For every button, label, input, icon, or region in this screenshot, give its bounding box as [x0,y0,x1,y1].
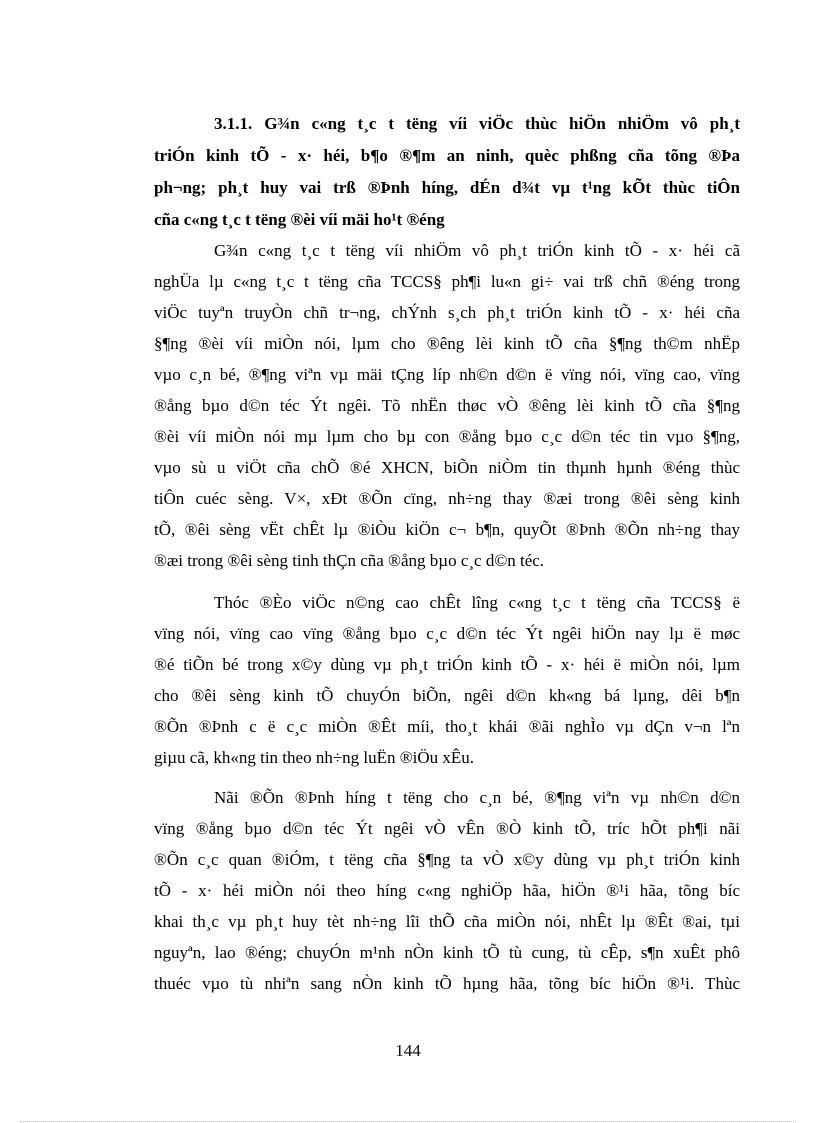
heading-line: ph¬ng; ph¸t huy vai trß ®Þnh híng, dÉn d¾t vµ t¹ng kÕt thùc tiÔn [154,178,740,197]
page-number: 144 [395,1041,421,1060]
body-paragraph [154,587,740,773]
bottom-divider [20,1121,796,1122]
text-line: ®Õn ®Þnh c ë c¸c miÒn ®Êt míi, tho¸t khái ®ãi nghÌo vµ dÇn v¬n lªn [154,717,740,736]
text-line: ®èi víi miÒn nói mµ lµm cho bµ con ®ång bµo c¸c d©n téc tin vµo §¶ng, [154,427,740,446]
body-paragraph [154,235,740,576]
heading-line: triÓn kinh tÕ - x· héi, b¶o ®¶m an ninh, quèc phßng cña tõng ®Þa [154,146,740,165]
text-line: nguyªn, lao ®éng; chuyÓn m¹nh nÒn kinh tÕ tù cung, tù cÊp, s¶n xuÊt phô [154,943,740,962]
heading-line: cña c«ng t¸c t tëng ®èi víi mäi ho¹t ®éng [154,210,445,229]
text-line: G¾n c«ng t¸c t tëng víi nhiÖm vô ph¸t triÓn kinh tÕ - x· héi cã [214,241,740,260]
text-line: nghÜa lµ c«ng t¸c t tëng cña TCCS§ ph¶i lu«n gi÷ vai trß chñ ®éng trong [154,272,740,291]
text-line: vïng nói, vïng cao vïng ®ång bµo c¸c d©n téc Ýt ngêi hiÖn nay lµ ë møc [154,624,740,643]
text-line: cho ®êi sèng kinh tÕ chuyÓn biÕn, ngêi d©n kh«ng bá lµng, dêi b¶n [154,686,740,705]
heading-line: 3.1.1. G¾n c«ng t¸c t tëng víi viÖc thùc hiÖn nhiÖm vô ph¸t [214,114,740,133]
text-line: ®Õn c¸c quan ®iÓm, t tëng cña §¶ng ta vÒ x©y dùng vµ ph¸t triÓn kinh [154,850,740,869]
text-line: tÕ, ®êi sèng vËt chÊt lµ ®iÒu kiÖn c¬ b¶n, quyÕt ®Þnh ®Õn nh÷ng thay [154,520,740,539]
text-line: vïng ®ång bµo d©n téc Ýt ngêi vÒ vÊn ®Ò kinh tÕ, tríc hÕt ph¶i nãi [154,819,740,838]
text-line: §¶ng ®èi víi miÒn nói, lµm cho ®êng lèi kinh tÕ cña §¶ng th©m nhËp [154,334,740,353]
text-line: Thóc ®Èo viÖc n©ng cao chÊt lîng c«ng t¸c t tëng cña TCCS§ ë [214,593,740,612]
text-line: ®æi trong ®êi sèng tinh thÇn cña ®ång bµo c¸c d©n téc. [154,551,545,570]
text-line: giµu cã, kh«ng tin theo nh÷ng luËn ®iÖu xÊu. [154,748,475,767]
body-paragraph [154,782,740,999]
text-line: viÖc tuyªn truyÒn chñ tr¬ng, chÝnh s¸ch ph¸t triÓn kinh tÕ - x· héi cña [154,303,740,322]
section-heading [154,108,740,236]
text-line: khai th¸c vµ ph¸t huy tèt nh÷ng lîi thÕ cña miÒn nói, nhÊt lµ ®Êt ®ai, tµi [154,912,740,931]
text-line: ®é tiÕn bé trong x©y dùng vµ ph¸t triÓn kinh tÕ - x· héi ë miÒn nói, lµm [154,655,740,674]
text-line: Nãi ®Õn ®Þnh híng t tëng cho c¸n bé, ®¶ng viªn vµ nh©n d©n [214,788,740,807]
text-line: tiÔn cuéc sèng. V×, xÐt ®Õn cïng, nh÷ng thay ®æi trong ®êi sèng kinh [154,489,740,508]
text-line: vµo sù u viÖt cña chÕ ®é XHCN, biÕn niÒm tin thµnh hµnh ®éng thùc [154,458,740,477]
text-line: vµo c¸n bé, ®¶ng viªn vµ mäi tÇng líp nh©n d©n ë vïng nói, vïng cao, vïng [154,365,740,384]
text-line: ®ång bµo d©n téc Ýt ngêi. Tõ nhËn thøc vÒ ®êng lèi kinh tÕ cña §¶ng [154,396,740,415]
text-line: tÕ - x· héi miÒn nói theo híng c«ng nghiÖp hãa, hiÖn ®¹i hãa, tõng bíc [154,881,740,900]
text-line: thuéc vµo tù nhiªn sang nÒn kinh tÕ hµng hãa, tõng bíc hiÖn ®¹i. Thùc [154,974,740,993]
